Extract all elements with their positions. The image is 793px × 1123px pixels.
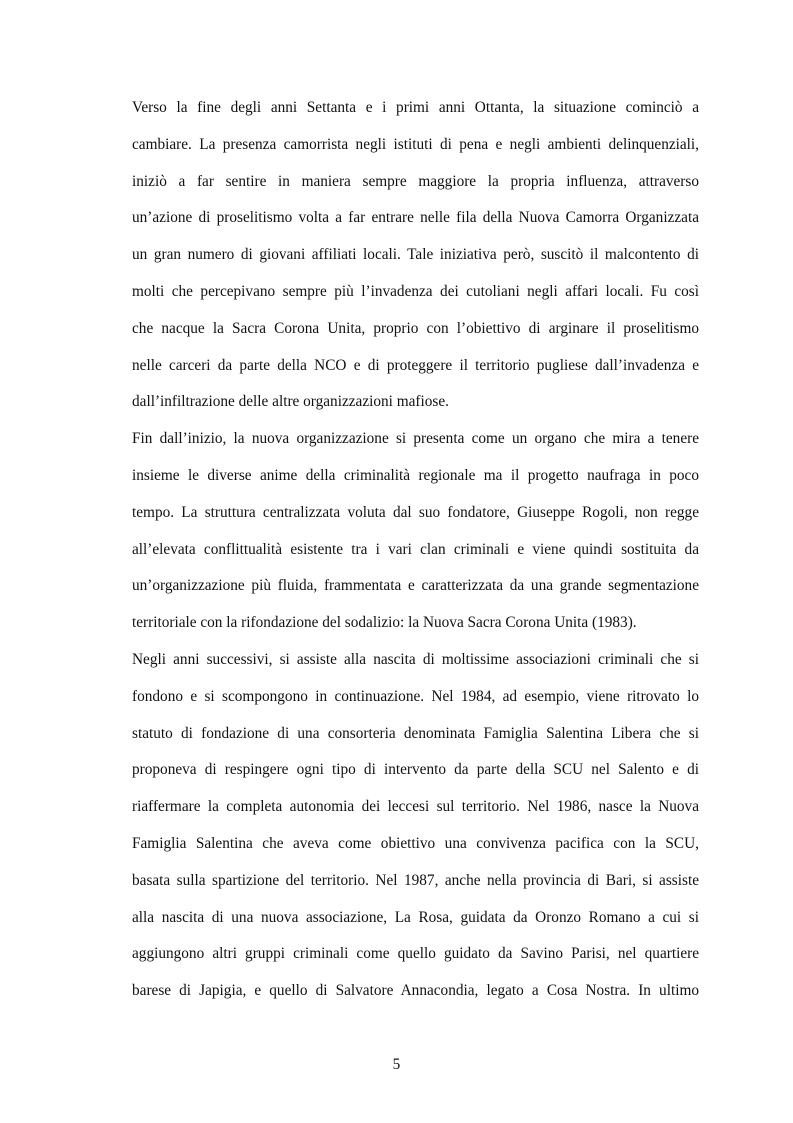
text-line: alla nascita di una nuova associazione, La Rosa, guidata da Oronzo Romano a cui si (132, 908, 699, 926)
text-line: insieme le diverse anime della criminalità regionale ma il progetto naufraga in poco (132, 466, 699, 484)
text-line: un’organizzazione più fluida, frammentata e caratterizzata da una grande segmentazione (132, 577, 699, 595)
body-text (132, 90, 699, 1010)
text-line: tempo. La struttura centralizzata voluta dal suo fondatore, Giuseppe Rogoli, non regge (132, 503, 699, 521)
text-line: dall’infiltrazione delle altre organizzazioni mafiose. (132, 393, 449, 411)
text-line: che nacque la Sacra Corona Unita, proprio con l’obiettivo di arginare il proselitismo (132, 319, 699, 337)
text-line: territoriale con la rifondazione del sodalizio: la Nuova Sacra Corona Unita (1983). (132, 614, 637, 632)
paragraph (132, 642, 699, 1010)
text-line: nelle carceri da parte della NCO e di proteggere il territorio pugliese dall’invadenza e (132, 356, 699, 374)
text-line: statuto di fondazione di una consorteria denominata Famiglia Salentina Libera che si (132, 724, 699, 742)
paragraph (132, 421, 699, 642)
text-line: iniziò a far sentire in maniera sempre maggiore la propria influenza, attraverso (132, 172, 699, 190)
text-line: barese di Japigia, e quello di Salvatore Annacondia, legato a Cosa Nostra. In ultimo (132, 982, 699, 1000)
text-line: all’elevata conflittualità esistente tra i vari clan criminali e viene quindi sostituita da (132, 540, 699, 558)
text-line: fondono e si scompongono in continuazione. Nel 1984, ad esempio, viene ritrovato lo (132, 687, 699, 705)
text-line: cambiare. La presenza camorrista negli istituti di pena e negli ambienti delinquenziali, (132, 135, 699, 153)
text-line: basata sulla spartizione del territorio. Nel 1987, anche nella provincia di Bari, si assiste (132, 871, 699, 889)
page-number: 5 (392, 1056, 401, 1073)
paragraph (132, 90, 699, 421)
text-line: molti che percepivano sempre più l’invadenza dei cutoliani negli affari locali. Fu così (132, 282, 699, 300)
text-line: Verso la fine degli anni Settanta e i primi anni Ottanta, la situazione cominciò a (132, 99, 699, 116)
text-line: Famiglia Salentina che aveva come obiettivo una convivenza pacifica con la SCU, (132, 834, 699, 852)
text-line: proponeva di respingere ogni tipo di intervento da parte della SCU nel Salento e di (132, 761, 699, 779)
text-line: Fin dall’inizio, la nuova organizzazione si presenta come un organo che mira a tenere (132, 430, 699, 448)
text-line: Negli anni successivi, si assiste alla nascita di moltissime associazioni criminali che si (132, 650, 699, 668)
text-line: aggiungono altri gruppi criminali come quello guidato da Savino Parisi, nel quartiere (132, 945, 699, 963)
text-line: riaffermare la completa autonomia dei leccesi sul territorio. Nel 1986, nasce la Nuova (132, 798, 699, 816)
text-line: un gran numero di giovani affiliati locali. Tale iniziativa però, suscitò il malcontento di (132, 246, 699, 264)
text-line: un’azione di proselitismo volta a far entrare nelle fila della Nuova Camorra Organizzata (132, 209, 699, 227)
